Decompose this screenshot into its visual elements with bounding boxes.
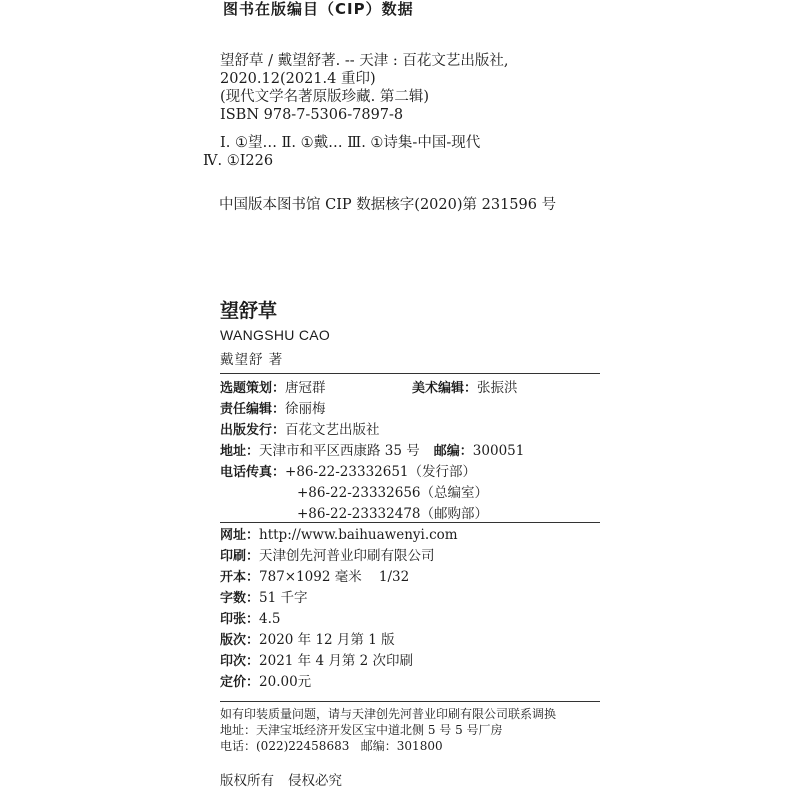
- publisher-label: 出版发行：: [220, 423, 286, 438]
- printer-label: 印刷：: [220, 549, 260, 564]
- postcode-label: 邮编：: [433, 444, 473, 459]
- cip-record-line: (现代文学名著原版珍藏. 第二辑): [220, 89, 430, 105]
- divider: [220, 373, 600, 374]
- edition-label: 版次：: [220, 633, 260, 648]
- editor-label: 责任编辑：: [220, 402, 286, 417]
- book-pinyin-title: WANGSHU CAO: [220, 327, 331, 343]
- address-label: 地址：: [220, 444, 260, 459]
- postcode-value: 300051: [472, 443, 525, 459]
- cip-record-line: 望舒草 / 戴望舒著. -- 天津 : 百花文艺出版社,: [220, 53, 509, 69]
- phone-label: 电话传真：: [220, 465, 286, 480]
- cip-record: [220, 52, 508, 124]
- website-value: http://www.baihuawenyi.com: [259, 527, 458, 543]
- rights-text: 版权所有: [220, 773, 274, 789]
- info-row-editor: [220, 399, 524, 420]
- format-label: 开本：: [220, 570, 260, 585]
- art-editor-value: 张振洪: [477, 380, 518, 396]
- info-row-sheets: [220, 609, 458, 630]
- phone-value: +86-22-23332651（发行部）: [285, 464, 477, 480]
- cip-verify-number: 中国版本图书馆 CIP 数据核字(2020)第 231596 号: [219, 197, 557, 213]
- cip-header: 图书在版编目（CIP）数据: [223, 0, 414, 18]
- planner-label: 选题策划：: [220, 381, 286, 396]
- art-editor-label: 美术编辑：: [412, 381, 478, 396]
- info-row-phone: [220, 483, 524, 504]
- book-title: 望舒草: [220, 300, 278, 322]
- impression-value: 2021 年 4 月第 2 次印刷: [259, 653, 414, 669]
- publication-info-block: [220, 378, 524, 525]
- quality-note: 如有印装质量问题，请与天津创先河普业印刷有限公司联系调换: [220, 707, 557, 721]
- info-row-printer: [220, 546, 458, 567]
- info-row-art-editor: [412, 378, 518, 399]
- wordcount-label: 字数：: [220, 591, 260, 606]
- cip-subject-line: Ⅳ. ①I226: [203, 153, 274, 169]
- impression-label: 印次：: [220, 654, 260, 669]
- wordcount-value: 51 千字: [259, 590, 308, 606]
- phone-value: +86-22-23332478（邮购部）: [297, 506, 489, 522]
- info-row-publisher: [220, 420, 524, 441]
- factory-address: 地址：天津宝坻经济开发区宝中道北侧 5 号 5 号厂房: [220, 723, 503, 737]
- divider: [220, 701, 600, 702]
- format-value: 787×1092 毫米 1/32: [259, 569, 410, 585]
- info-row-price: [220, 672, 458, 693]
- editor-value: 徐丽梅: [285, 401, 326, 417]
- cip-subject-classification: [203, 134, 480, 170]
- info-row-wordcount: [220, 588, 458, 609]
- divider: [220, 522, 600, 523]
- factory-contact: 电话：(022)22458683 邮编：301800: [220, 739, 443, 753]
- copyright-notice: [220, 769, 356, 789]
- book-author: 戴望舒 著: [220, 352, 284, 368]
- publisher-value: 百花文艺出版社: [285, 422, 380, 438]
- phone-value: +86-22-23332656（总编室）: [297, 485, 489, 501]
- planner-value: 唐冠群: [285, 380, 326, 396]
- rights-text: 侵权必究: [288, 773, 342, 789]
- info-row-phone: [220, 462, 524, 483]
- cip-record-line: 2020.12(2021.4 重印): [220, 71, 376, 87]
- price-value: 20.00元: [259, 674, 312, 690]
- info-row-website: [220, 525, 458, 546]
- sheets-label: 印张：: [220, 612, 260, 627]
- printer-value: 天津创先河普业印刷有限公司: [259, 548, 435, 564]
- website-label: 网址：: [220, 528, 260, 543]
- edition-value: 2020 年 12 月第 1 版: [259, 632, 395, 648]
- info-row-address: [220, 441, 524, 462]
- info-row-edition: [220, 630, 458, 651]
- cip-subject-line: Ⅰ. ①望… Ⅱ. ①戴… Ⅲ. ①诗集-中国-现代: [220, 135, 481, 151]
- info-row-impression: [220, 651, 458, 672]
- sheets-value: 4.5: [259, 611, 281, 627]
- info-row-format: [220, 567, 458, 588]
- footer-notes: [220, 706, 556, 754]
- address-value: 天津市和平区西康路 35 号: [259, 443, 420, 459]
- cip-isbn: ISBN 978-7-5306-7897-8: [220, 107, 404, 123]
- printing-info-block: [220, 525, 458, 693]
- price-label: 定价：: [220, 675, 260, 690]
